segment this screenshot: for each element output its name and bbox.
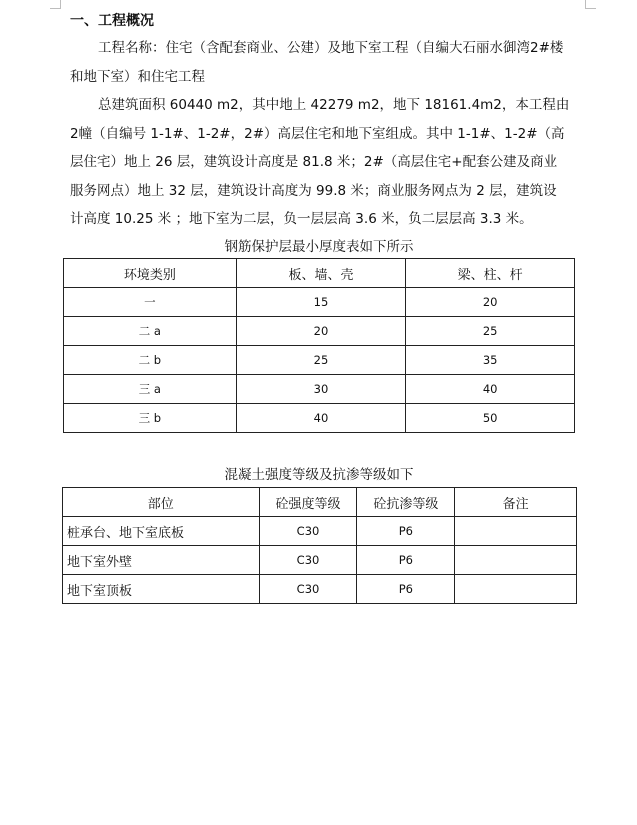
header-cell: 备注 — [455, 488, 577, 517]
table-cell — [455, 517, 577, 546]
table-cell: 一 — [64, 288, 237, 317]
section-heading: 一、工程概况 — [70, 13, 154, 29]
concrete-grade-table — [62, 487, 577, 604]
table-cell: 30 — [236, 375, 406, 404]
table-row — [63, 575, 577, 604]
header-cell: 部位 — [63, 488, 260, 517]
table-cell: 50 — [406, 404, 575, 433]
table-row — [64, 375, 575, 404]
table-cell: C30 — [259, 575, 357, 604]
table-cell: 40 — [236, 404, 406, 433]
table-row — [64, 346, 575, 375]
header-cell: 梁、柱、杆 — [406, 259, 575, 288]
table-row — [64, 288, 575, 317]
table-row — [64, 404, 575, 433]
table-cell: 桩承台、地下室底板 — [63, 517, 260, 546]
table-cell: 三 b — [64, 404, 237, 433]
table1-caption: 钢筋保护层最小厚度表如下所示 — [224, 239, 414, 255]
table-cell: 地下室顶板 — [63, 575, 260, 604]
table-cell: C30 — [259, 546, 357, 575]
table-cell: P6 — [357, 546, 455, 575]
page-corner-mark-left — [50, 0, 61, 9]
table-row — [63, 517, 577, 546]
header-cell: 砼强度等级 — [259, 488, 357, 517]
rebar-cover-table — [63, 258, 575, 433]
building-area-paragraph: 总建筑面积 60440 m2，其中地上 42279 m2，地下 18161.4m2，本工程由 2幢（自编号 1-1#、1-2#，2#）高层住宅和地下室组成。其中 1-1#、1-2#（高层住宅）地上 26 层，建筑设计高度是 81.8 米；2#（高层住宅+配套公建及商业服务网点）地上 32 层，建筑设计高度为 99.8 米；商业服务网点为 2 层，建筑设计高度 10.25 米 ；地下室为二层，负一层层高 3.6 米，负二层层高 3.3 米。 — [70, 97, 570, 227]
table-cell: P6 — [357, 517, 455, 546]
table-cell — [455, 575, 577, 604]
table-cell: 40 — [406, 375, 575, 404]
header-cell: 板、墙、壳 — [236, 259, 406, 288]
table-header-row — [63, 488, 577, 517]
table-cell: C30 — [259, 517, 357, 546]
header-cell: 环境类别 — [64, 259, 237, 288]
table-header-row — [64, 259, 575, 288]
table-cell: 25 — [236, 346, 406, 375]
table-cell: 二 b — [64, 346, 237, 375]
table-cell: 25 — [406, 317, 575, 346]
header-cell: 砼抗渗等级 — [357, 488, 455, 517]
page-corner-mark-right — [585, 0, 596, 9]
table-cell: 35 — [406, 346, 575, 375]
table-row — [64, 317, 575, 346]
table2-caption: 混凝土强度等级及抗渗等级如下 — [224, 467, 414, 483]
table-cell: 地下室外壁 — [63, 546, 260, 575]
table-cell — [455, 546, 577, 575]
table-row — [63, 546, 577, 575]
table-cell: 三 a — [64, 375, 237, 404]
table-cell: P6 — [357, 575, 455, 604]
project-name-paragraph: 工程名称：住宅（含配套商业、公建）及地下室工程（自编大石丽水御湾2#楼和地下室）和住宅工程 — [70, 40, 564, 85]
table-cell: 15 — [236, 288, 406, 317]
table-cell: 20 — [406, 288, 575, 317]
table-cell: 二 a — [64, 317, 237, 346]
table-cell: 20 — [236, 317, 406, 346]
